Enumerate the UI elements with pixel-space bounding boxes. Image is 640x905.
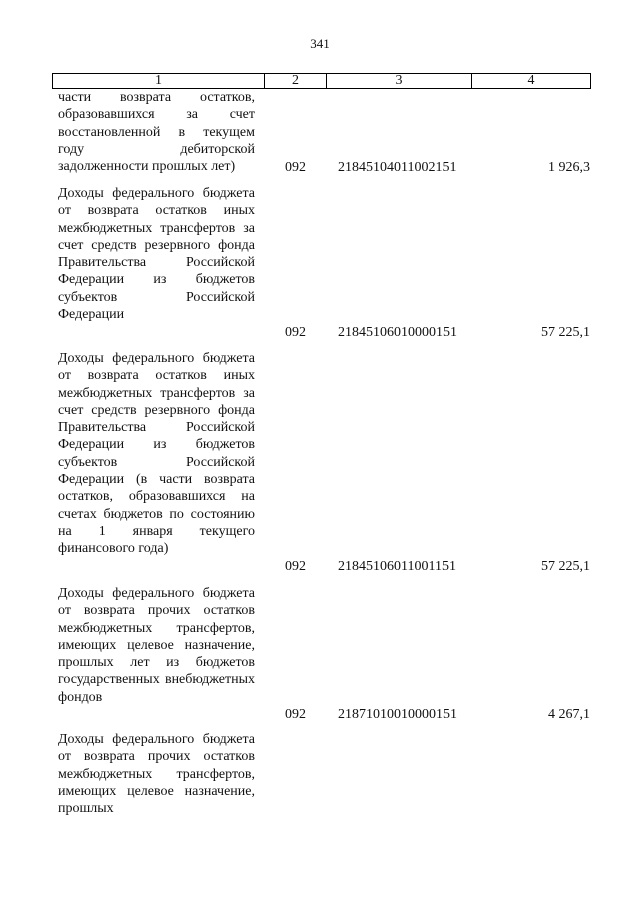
row-budget-code: 21845104011002151 (338, 159, 457, 175)
row-amount: 57 225,1 (541, 558, 590, 574)
row-description: Доходы федерального бюджета от возврата остатков иных межбюджетных трансфертов за счет средств резервного фонда Правительства Российской Федерации из бюджетов субъектов Российской Федерации (58, 186, 255, 323)
row-admin-code: 092 (285, 706, 306, 722)
row-admin-code: 092 (285, 558, 306, 574)
row-amount: 57 225,1 (541, 324, 590, 340)
table-row (58, 350, 590, 575)
column-header-3: 3 (327, 74, 472, 88)
row-budget-code: 21845106011001151 (338, 558, 456, 574)
row-budget-code: 21871010010000151 (338, 706, 457, 722)
column-header-4: 4 (527, 73, 535, 88)
table-header (52, 73, 591, 89)
row-budget-code: 21845106010000151 (338, 324, 457, 340)
row-admin-code: 092 (285, 159, 306, 175)
row-amount: 1 926,3 (548, 159, 590, 175)
table-row (58, 89, 590, 176)
row-admin-code: 092 (285, 324, 306, 340)
table-row (58, 185, 590, 341)
column-header-1: 1 (53, 74, 265, 88)
row-description: Доходы федерального бюджета от возврата прочих остатков межбюджетных трансфертов, имеющих целевое назначение, прошлых (58, 732, 255, 817)
row-description: Доходы федерального бюджета от возврата остатков иных межбюджетных трансфертов за счет средств резервного фонда Правительства Российской Федерации из бюджетов субъектов Российской Федерации (в части возврата остатков, образовавшихся на счетах бюджетов по состоянию на 1 января текущего финансового года) (58, 351, 255, 557)
table-row (58, 731, 590, 818)
row-description: Доходы федерального бюджета от возврата прочих остатков межбюджетных трансфертов, имеющих целевое назначение, прошлых лет из бюджетов государственных внебюджетных фондов (58, 586, 255, 705)
page-number: 341 (310, 36, 330, 51)
row-amount: 4 267,1 (548, 706, 590, 722)
table-row (58, 585, 590, 723)
column-header-2: 2 (265, 74, 327, 88)
row-description: части возврата остатков, образовавшихся за счет восстановленной в текущем году дебиторской задолженности прошлых лет) (58, 90, 255, 175)
